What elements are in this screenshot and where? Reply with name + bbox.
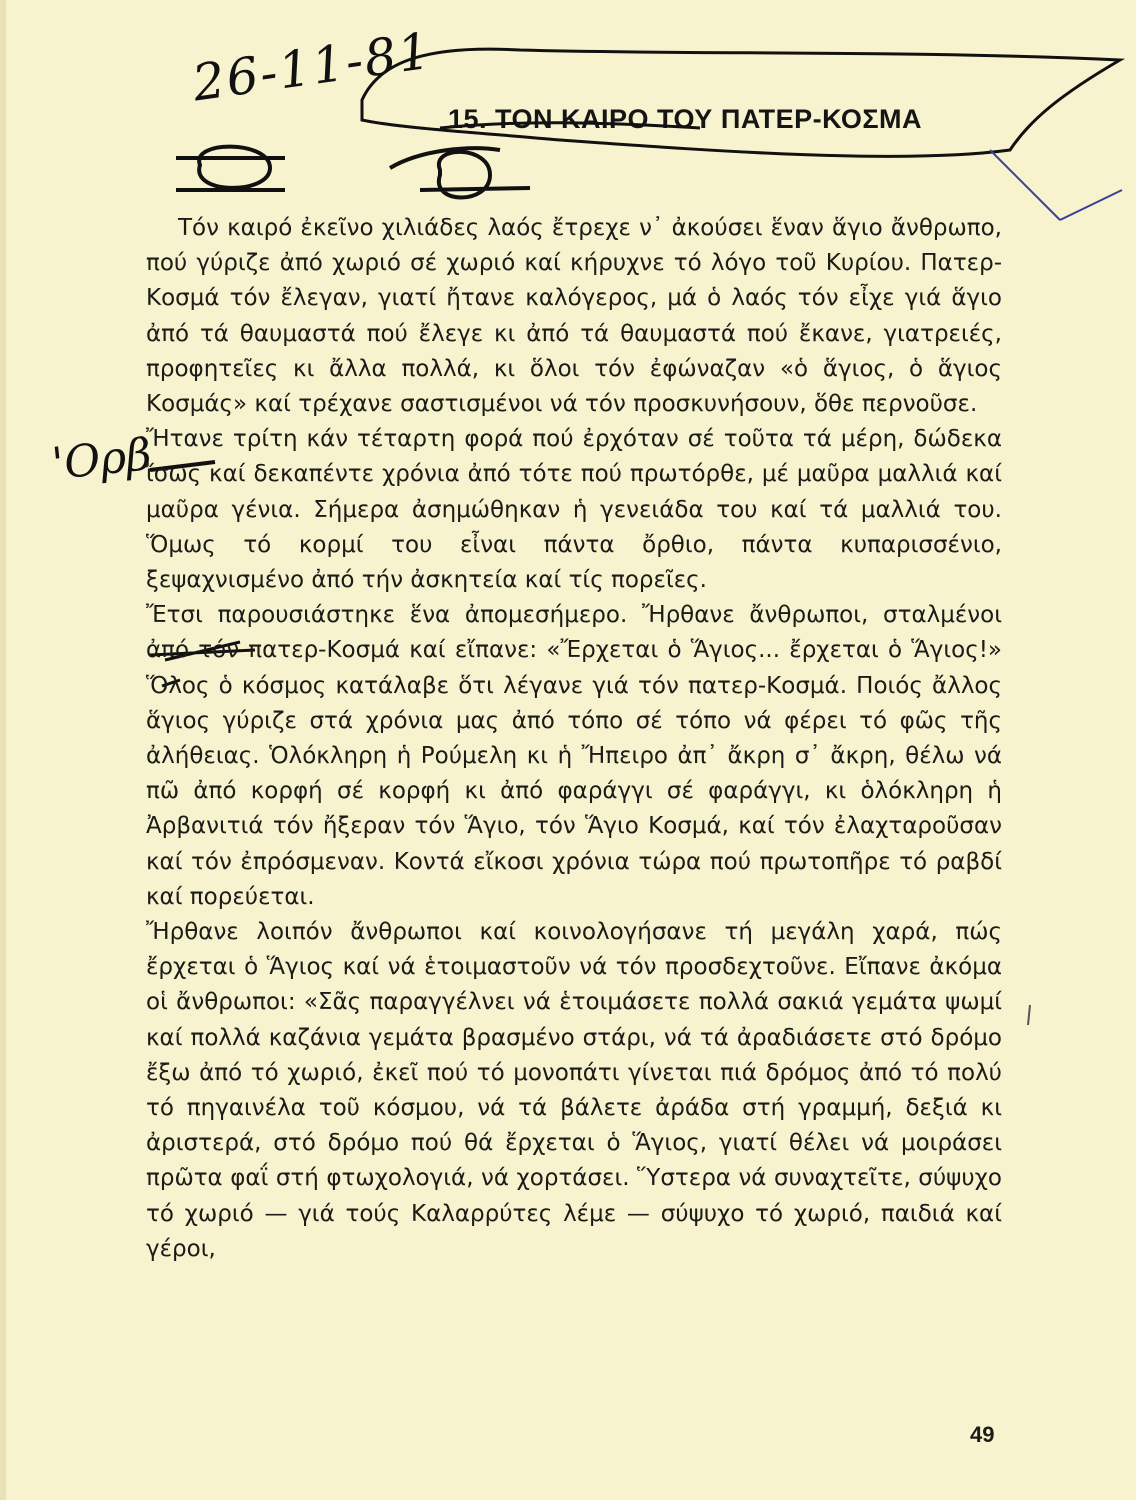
paragraph-1: Τόν καιρό ἐκεῖνο χιλιάδες λαός ἔτρεχε ν᾿ ἀκούσει ἕναν ἅγιο ἄνθρωπο, πού γύριζε ἀπό χωριό σέ χωριό καί κήρυχνε τό λόγο τοῦ Κυρίου. Πατερ-Κοσμά τόν ἔλεγαν, γιατί ἤτανε καλόγερος, μά ὁ λαός τόν εἶχε γιά ἅγιο ἀπό τά θαυμαστά πού ἔλεγε κι ἀπό τά θαυμαστά πού ἔκανε, γιατρειές, προφητεῖες κι ἄλλα πολλά, κι ὅλοι τόν ἐφώναζαν «ὁ ἅγιος, ὁ ἅγιος Κοσμάς» καί τρέχανε σαστισμένοι νά τόν προσκυνήσουν, ὅθε περνοῦσε. — [146, 215, 1002, 418]
handwritten-date: 26-11-81 — [189, 21, 436, 113]
theta-scribble-1 — [176, 147, 285, 190]
blue-pen-stroke — [990, 150, 1122, 220]
page-number: 49 — [970, 1422, 995, 1447]
margin-note: 'Ορβ — [49, 428, 154, 491]
paragraph-2: Ἤτανε τρίτη κάν τέταρτη φορά πού ἐρχόταν σέ τοῦτα τά μέρη, δώδεκα ἴσως καί δεκαπέντε χρόνια ἀπό τότε πού πρωτόρθε, μέ μαῦρα μαλλιά καί μαῦρα γένια. Σήμερα ἀσημώθηκαν ἡ γενειάδα του καί τά μαλλιά του. Ὅμως τό κορμί του εἶναι πάντα ὄρθιο, πάντα κυπαρισσένιο, ξεψαχνισμένο ἀπό τήν ἀσκητεία καί τίς πορεῖες. — [146, 426, 1002, 594]
chapter-title: 15. ΤΟΝ ΚΑΙΡΟ ΤΟΥ ΠΑΤΕΡ-ΚΟΣΜΑ — [448, 104, 923, 134]
title-loop-stroke — [362, 49, 1120, 156]
right-margin-tick — [1028, 1005, 1030, 1025]
body-text — [146, 211, 1002, 1267]
paragraph-3: Ἔτσι παρουσιάστηκε ἕνα ἀπομεσήμερο. Ἤρθανε ἄνθρωποι, σταλμένοι ἀπό τόν πατερ-Κοσμά καί εἴπανε: «Ἔρχεται ὁ Ἅγιος... ἔρχεται ὁ Ἅγιος!» Ὅλος ὁ κόσμος κατάλαβε ὅτι λέγανε γιά τόν πατερ-Κοσμά. Ποιός ἄλλος ἅγιος γύριζε στά χρόνια μας ἀπό τόπο σέ τόπο νά φέρει τό φῶς τῆς ἀλήθειας. Ὁλόκληρη ἡ Ρούμελη κι ἡ Ἤπειρο ἀπ᾿ ἄκρη σ᾿ ἄκρη, θέλω νά πῶ ἀπό κορφή σέ κορφή κι ἀπό φαράγγι σέ φαράγγι, κι ὁλόκληρη ἡ Ἀρβανιτιά τόν ἤξεραν τόν Ἅγιο, τόν Ἅγιο Κοσμά, καί τόν ἐλαχταροῦσαν καί τόν ἐπρόσμεναν. Κοντά εἴκοσι χρόνια τώρα πού πρωτοπῆρε τό ραβδί καί πορεύεται. — [146, 602, 1002, 910]
page-edge — [0, 0, 6, 1500]
paragraph-4: Ἤρθανε λοιπόν ἄνθρωποι καί κοινολογήσανε τή μεγάλη χαρά, πώς ἔρχεται ὁ Ἅγιος καί νά ἑτοιμαστοῦν νά τόν προσδεχτοῦνε. Εἴπανε ἀκόμα οἱ ἄνθρωποι: «Σᾶς παραγγέλνει νά ἑτοιμάσετε πολλά σακιά γεμάτα ψωμί καί πολλά καζάνια γεμάτα βρασμένο στάρι, νά τά ἀραδιάσετε στό δρόμο ἔξω ἀπό τό χωριό, ἐκεῖ πού τό μονοπάτι γίνεται πιά δρόμος ἀπό τό πολύ τό πηγαινέλα τοῦ κόσμου, νά τά βάλετε ἀράδα στή γραμμή, δεξιά κι ἀριστερά, στό δρόμο πού θά ἔρχεται ὁ Ἅγιος, γιατί θέλει νά μοιράσει πρῶτα φαΐ στή φτωχολογιά, νά χορτάσει. Ὕστερα νά συναχτεῖτε, σύψυχο τό χωριό — γιά τούς Καλαρρύτες λέμε — σύψυχο τό χωριό, παιδιά καί γέροι, — [146, 919, 1002, 1262]
theta-scribble-2 — [390, 148, 530, 197]
